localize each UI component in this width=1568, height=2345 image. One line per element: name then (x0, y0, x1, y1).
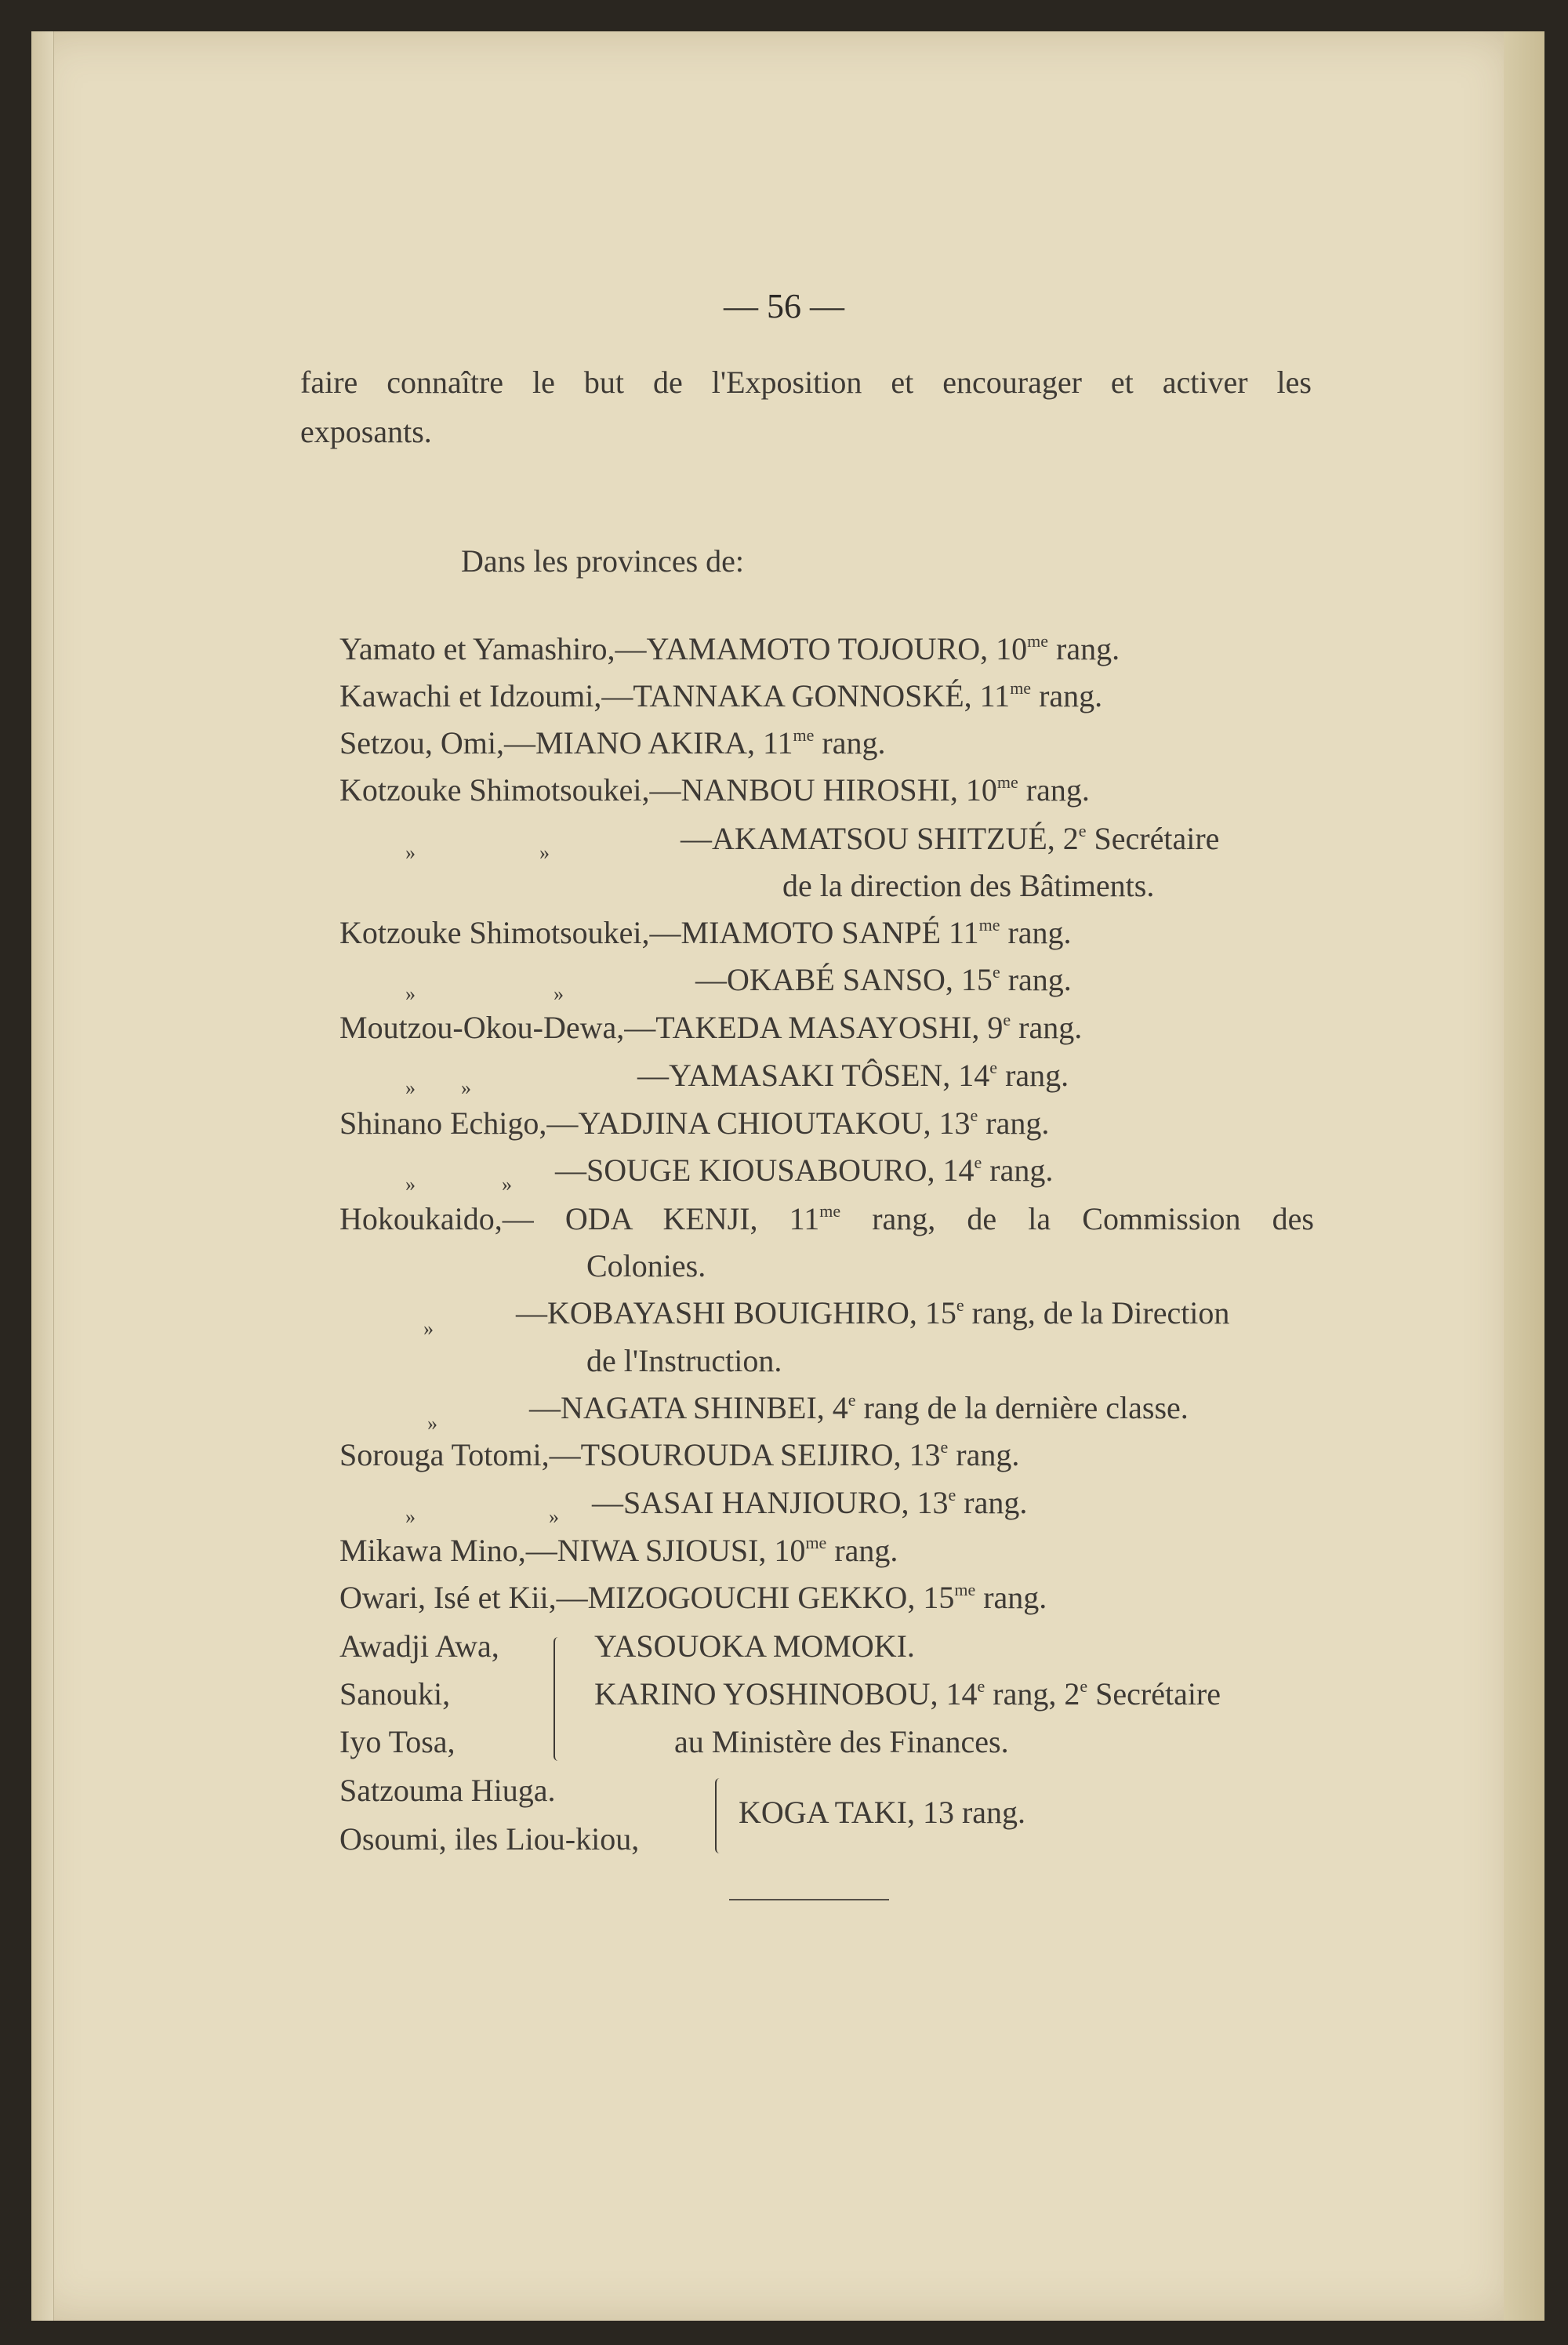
page-binding-edge (31, 31, 54, 2321)
group1-brace (554, 1637, 563, 1761)
entry-sasai: —SASAI HANJIOURO, 13e rang. (592, 1485, 1028, 1520)
entry-kotzouke-2: Kotzouke Shimotsoukei,—MIAMOTO SANPÉ $11^{me}$ rang. (339, 915, 1072, 950)
entry-moutzou: Moutzou-Okou-Dewa,—TAKEDA MASAYOSHI, 9e rang. (339, 1010, 1083, 1045)
entry-souge: —SOUGE KIOUSABOURO, 14e rang. (555, 1153, 1054, 1188)
intro-line-2: exposants. (300, 414, 432, 449)
entry-mikawa: Mikawa Mino,—NIWA SJIOUSI, $10^{me}$ rang. (339, 1533, 898, 1568)
ditto-mark: » (427, 1412, 437, 1435)
ditto-mark: » (405, 1076, 416, 1099)
group2-name: KOGA TAKI, 13 rang. (739, 1795, 1026, 1830)
group1-province: Awadji Awa, (339, 1628, 499, 1664)
entry-setzou: Setzou, Omi,—MIANO AKIRA, $11^{me}$ rang. (339, 725, 886, 760)
section-heading: Dans les provinces de: (461, 543, 745, 579)
group2-province: Osoumi, iles Liou-kiou, (339, 1821, 640, 1857)
ditto-mark: » (539, 841, 550, 864)
ditto-mark: » (461, 1076, 471, 1099)
entry-sorouga: Sorouga Totomi,—TSOUROUDA SEIJIRO, 13e rang. (339, 1437, 1020, 1472)
entry-okabe: —OKABÉ SANSO, 15e rang. (695, 962, 1072, 997)
group2-province: Satzouma Hiuga. (339, 1773, 556, 1808)
ditto-mark: » (405, 982, 416, 1005)
page-number: — 56 — (724, 287, 844, 325)
entry-yamato: Yamato et Yamashiro,—YAMAMOTO TOJOURO, $10^{me}$ rang. (339, 631, 1120, 666)
entry-yamasaki: —YAMASAKI TÔSEN, 14e rang. (637, 1058, 1069, 1093)
ditto-mark: » (549, 1505, 559, 1528)
ditto-mark: » (405, 1505, 416, 1528)
entry-hokoukaido-cont: Colonies. (586, 1248, 706, 1283)
ditto-mark: » (405, 841, 416, 864)
entry-akamatsou: —AKAMATSOU SHITZUÉ, 2e Secrétaire (681, 821, 1220, 856)
group1-province: Sanouki, (339, 1676, 451, 1712)
entry-owari: Owari, Isé et Kii,—MIZOGOUCHI GEKKO, $15^{me}$ rang. (339, 1580, 1047, 1615)
ditto-mark: » (554, 982, 564, 1005)
entry-kotzouke-1: Kotzouke Shimotsoukei,—NANBOU HIROSHI, $10^{me}$ rang. (339, 772, 1090, 808)
entry-kobayashi: —KOBAYASHI BOUIGHIRO, 15e rang, de la Direction (516, 1295, 1230, 1330)
page-right-edge (1504, 31, 1544, 2321)
group2-brace (715, 1778, 724, 1853)
ditto-mark: » (405, 1173, 416, 1196)
entry-hokoukaido: Hokoukaido,— ODA KENJI, $11^{me}$ rang, de la Commission des (339, 1201, 1314, 1236)
group1-name: KARINO YOSHINOBOU, 14e rang, 2e Secrétaire (594, 1676, 1221, 1712)
group1-name: YASOUOKA MOMOKI. (594, 1628, 915, 1664)
group1-name-cont: au Ministère des Finances. (674, 1724, 1009, 1759)
intro-line-1: faire connaître le but de l'Exposition et encourager et activer les (300, 365, 1312, 400)
closing-rule (729, 1899, 889, 1900)
entry-akamatsou-cont: de la direction des Bâtiments. (782, 868, 1155, 903)
ditto-mark: » (502, 1173, 512, 1196)
entry-shinano: Shinano Echigo,—YADJINA CHIOUTAKOU, 13e rang. (339, 1105, 1050, 1141)
group1-province: Iyo Tosa, (339, 1724, 456, 1759)
entry-kobayashi-cont: de l'Instruction. (586, 1343, 782, 1378)
ditto-mark: » (423, 1317, 434, 1340)
entry-nagata: —NAGATA SHINBEI, 4e rang de la dernière classe. (529, 1390, 1189, 1425)
entry-kawachi: Kawachi et Idzoumi,—TANNAKA GONNOSKÉ, $11^{me}$ rang. (339, 678, 1103, 713)
